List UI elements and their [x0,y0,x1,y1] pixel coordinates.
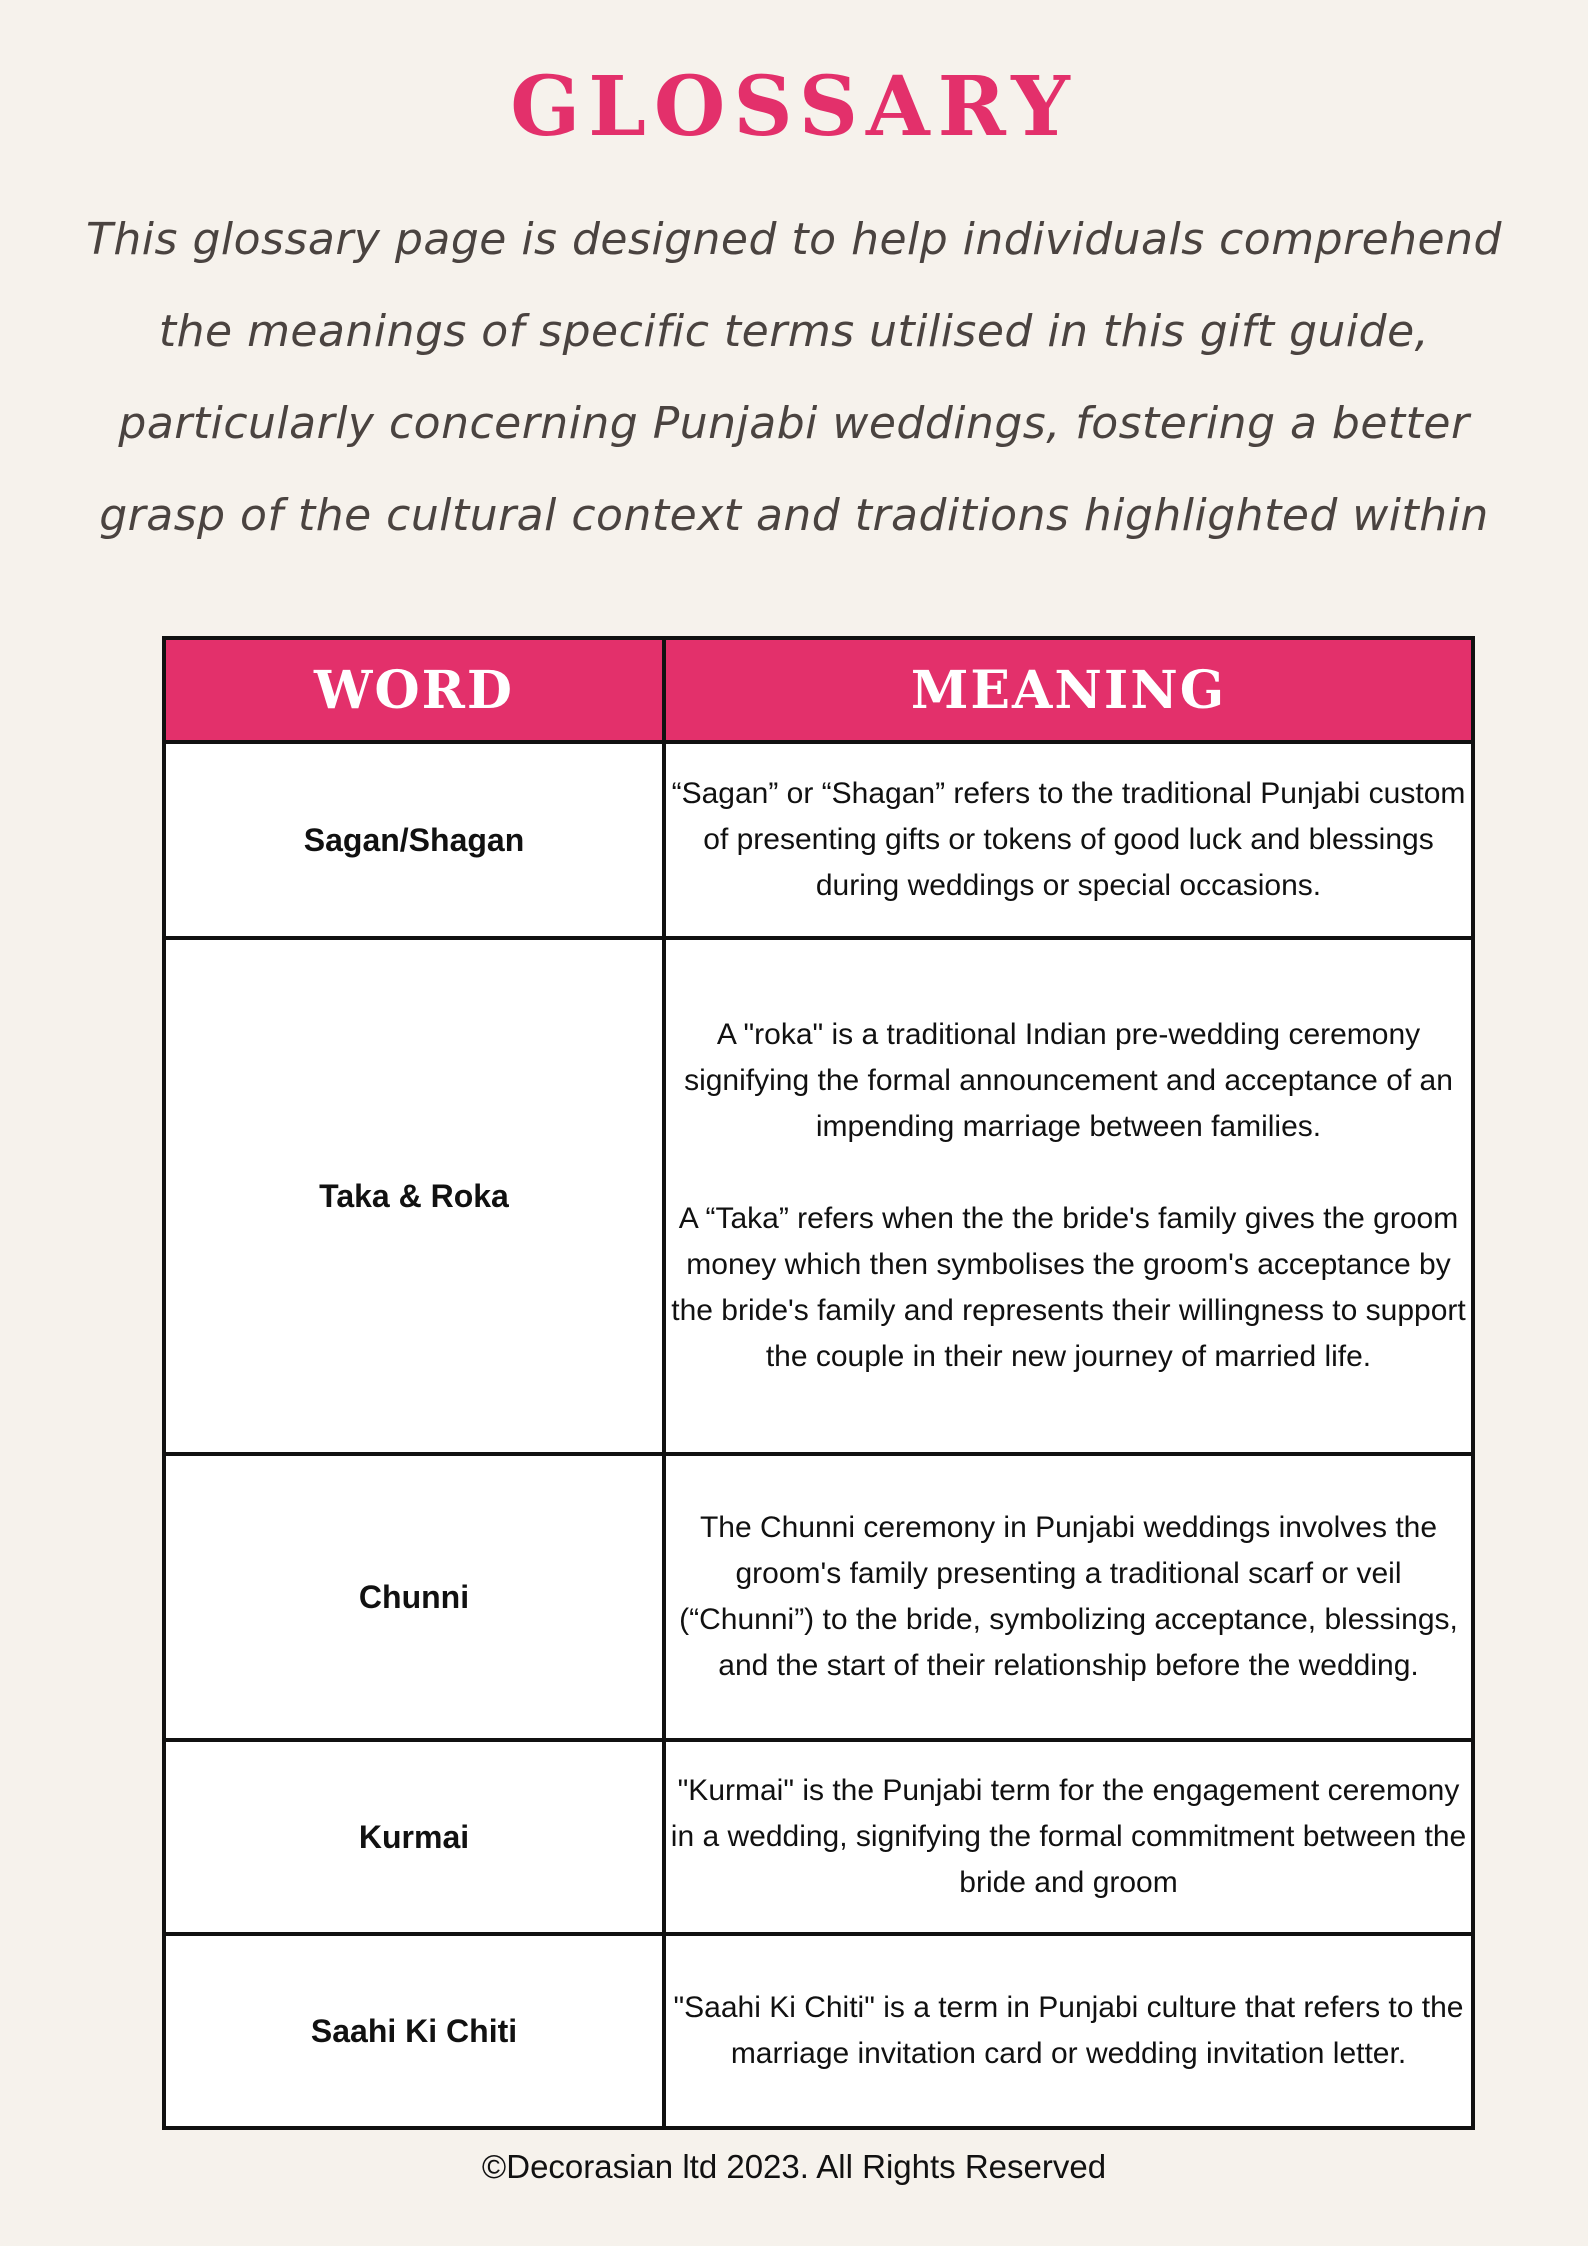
term-cell: Kurmai [164,1740,664,1934]
table-row [164,1934,1473,2128]
table-row [164,1740,1473,1934]
meaning-text: "Kurmai" is the Punjabi term for the engagement ceremony in a wedding, signifying the formal commitment between the bride and groom [670,1774,1467,1899]
header-meaning: MEANING [664,638,1473,742]
table-row [164,938,1473,1454]
meaning-cell [664,938,1473,1454]
page-title: GLOSSARY [510,59,1078,155]
table-row [164,742,1473,938]
intro-paragraph: This glossary page is designed to help individuals comprehend the meanings of specific terms utilised in this gift guide, particularly concerning Punjabi weddings, fostering a better grasp of the cultural context and traditions highlighted within [86,214,1502,541]
glossary-table [162,636,1475,2130]
table-row [164,1454,1473,1740]
meaning-text: A "roka" is a traditional Indian pre-wedding ceremony signifying the formal announcement and acceptance of an impending marriage between families. [684,1018,1453,1143]
term-cell: Chunni [164,1454,664,1740]
copyright-footer: ©Decorasian ltd 2023. All Rights Reserved [481,2148,1107,2185]
term-cell: Saahi Ki Chiti [164,1934,664,2128]
meaning-text: The Chunni ceremony in Punjabi weddings involves the groom's family presenting a traditional scarf or veil (“Chunni”) to the bride, symbolizing acceptance, blessings, and the start of their relationship before the wedding. [679,1511,1458,1682]
meaning-text: A “Taka” refers when the the bride's family gives the groom money which then symbolises the groom's acceptance by the bride's family and represents their willingness to support the couple in their new journey of married life. [671,1202,1466,1373]
meaning-text: "Saahi Ki Chiti" is a term in Punjabi culture that refers to the marriage invitation card or wedding invitation letter. [673,1991,1464,2070]
header-word: WORD [164,638,664,742]
meaning-cell [664,1934,1473,2128]
table-header-row [164,638,1473,742]
term-cell: Taka & Roka [164,938,664,1454]
meaning-cell [664,1454,1473,1740]
meaning-cell [664,1740,1473,1934]
meaning-cell [664,742,1473,938]
meaning-text: “Sagan” or “Shagan” refers to the traditional Punjabi custom of presenting gifts or tokens of good luck and blessings during weddings or special occasions. [671,777,1466,902]
term-cell: Sagan/Shagan [164,742,664,938]
